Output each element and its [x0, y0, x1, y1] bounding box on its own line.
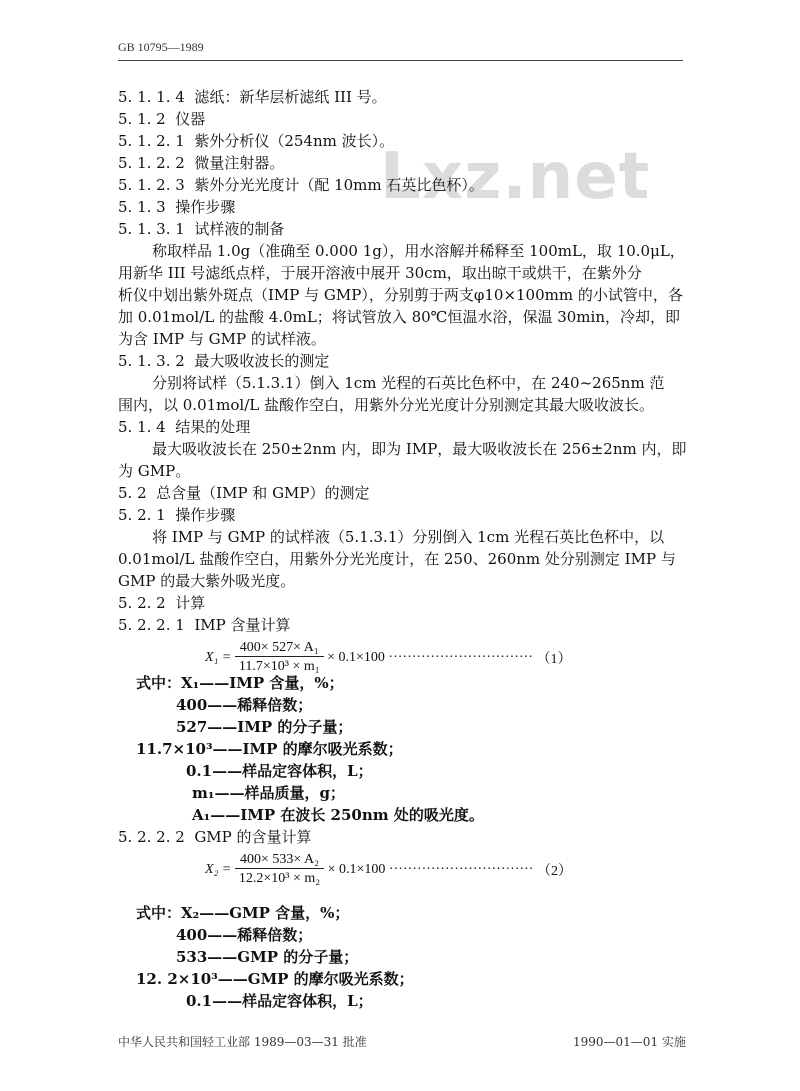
clause-5-2-2-2: 5. 2. 2. 2 GMP 的含量计算: [118, 828, 312, 846]
paragraph-line: 分别将试样（5.1.3.1）倒入 1cm 光程的石英比色杯中，在 240~265nm 范: [152, 374, 665, 392]
clause-5-1-4: 5. 1. 4 结果的处理: [118, 418, 251, 436]
legend-1-mass: m₁——样品质量，g；: [192, 784, 345, 802]
header-rule: [118, 60, 683, 61]
clause-5-2-2: 5. 2. 2 计算: [118, 594, 206, 612]
legend-2-x2: 式中：X₂——GMP 含量，%；: [136, 904, 350, 922]
clause-5-2: 5. 2 总含量（IMP 和 GMP）的测定: [118, 484, 370, 502]
formula-2-fraction: [235, 852, 324, 887]
clause-5-1-2: 5. 1. 2 仪器: [118, 110, 206, 128]
legend-1-x1: 式中：X₁——IMP 含量，%；: [136, 674, 344, 692]
standard-number: GB 10795—1989: [118, 40, 204, 54]
formula-2-denominator: 12.2×10³ × m₂: [238, 871, 321, 886]
paragraph-line: 为 GMP。: [118, 462, 191, 480]
legend-1-molecular-weight: 527——IMP 的分子量；: [176, 718, 353, 736]
legend-2-molecular-weight: 533——GMP 的分子量；: [176, 948, 359, 966]
paragraph-line: 析仪中划出紫外斑点（IMP 与 GMP），分别剪于两支φ10×100mm 的小试管中，各: [118, 286, 683, 304]
formula-2-tail: × 0.1×100 ·······························: [327, 861, 534, 877]
formula-1-numerator: 400× 527× A₁: [235, 640, 324, 657]
paragraph-line: 为含 IMP 与 GMP 的试样液。: [118, 330, 326, 348]
formula-2-lhs: X₂ =: [205, 861, 232, 877]
formula-1-tail: × 0.1×100 ·······························: [327, 649, 533, 665]
legend-1-volume: 0.1——样品定容体积，L；: [186, 762, 373, 780]
legend-1-molar-absorptivity: 11.7×10³——IMP 的摩尔吸光系数；: [136, 740, 403, 758]
clause-5-1-2-1: 5. 1. 2. 1 紫外分析仪（254nm 波长）。: [118, 132, 395, 150]
paragraph-line: 用新华 III 号滤纸点样，于展开溶液中展开 30cm，取出晾干或烘干，在紫外分: [118, 264, 642, 282]
formula-2: [205, 852, 572, 887]
paragraph-line: 0.01mol/L 盐酸作空白，用紫外分光光度计，在 250、260nm 处分别测定 IMP 与: [118, 550, 676, 568]
clause-5-1-3: 5. 1. 3 操作步骤: [118, 198, 236, 216]
clause-5-1-3-2: 5. 1. 3. 2 最大吸收波长的测定: [118, 352, 330, 370]
paragraph-line: 围内，以 0.01mol/L 盐酸作空白，用紫外分光光度计分别测定其最大吸收波长。: [118, 396, 655, 414]
formula-1-number: （1）: [536, 651, 572, 667]
formula-1: [205, 640, 571, 675]
paragraph-line: 将 IMP 与 GMP 的试样液（5.1.3.1）分别倒入 1cm 光程石英比色杯中，以: [152, 528, 665, 546]
formula-1-lhs: X₁ =: [205, 649, 232, 665]
legend-2-dilution: 400——稀释倍数；: [176, 926, 313, 944]
footer-approval: 中华人民共和国轻工业部 1989—03—31 批准: [118, 1035, 367, 1049]
formula-1-denominator: 11.7×10³ × m₁: [238, 659, 320, 674]
watermark: Lxz.net: [380, 140, 651, 214]
legend-2-molar-absorptivity: 12. 2×10³——GMP 的摩尔吸光系数；: [136, 970, 414, 988]
paragraph-line: 最大吸收波长在 250±2nm 内，即为 IMP，最大吸收波长在 256±2nm 内，即: [152, 440, 687, 458]
footer-effective-date: 1990—01—01 实施: [573, 1035, 686, 1049]
formula-1-fraction: [235, 640, 324, 675]
clause-5-2-2-1: 5. 2. 2. 1 IMP 含量计算: [118, 616, 291, 634]
legend-2-volume: 0.1——样品定容体积，L；: [186, 992, 373, 1010]
clause-5-2-1: 5. 2. 1 操作步骤: [118, 506, 236, 524]
clause-5-1-2-2: 5. 1. 2. 2 微量注射器。: [118, 154, 285, 172]
clause-5-1-2-3: 5. 1. 2. 3 紫外分光光度计（配 10mm 石英比色杯）。: [118, 176, 484, 194]
paragraph-line: GMP 的最大紫外吸光度。: [118, 572, 296, 590]
legend-1-absorbance: A₁——IMP 在波长 250nm 处的吸光度。: [192, 806, 484, 824]
legend-1-dilution: 400——稀释倍数；: [176, 696, 313, 714]
clause-5-1-1-4: 5. 1. 1. 4 滤纸：新华层析滤纸 III 号。: [118, 88, 387, 106]
paragraph-line: 称取样品 1.0g（准确至 0.000 1g），用水溶解并稀释至 100mL，取 10.0μL，: [152, 242, 685, 260]
paragraph-line: 加 0.01mol/L 的盐酸 4.0mL；将试管放入 80℃恒温水浴，保温 30min，冷却，即: [118, 308, 680, 326]
clause-5-1-3-1: 5. 1. 3. 1 试样液的制备: [118, 220, 285, 238]
formula-2-numerator: 400× 533× A₂: [235, 852, 324, 869]
formula-2-number: （2）: [536, 863, 572, 879]
